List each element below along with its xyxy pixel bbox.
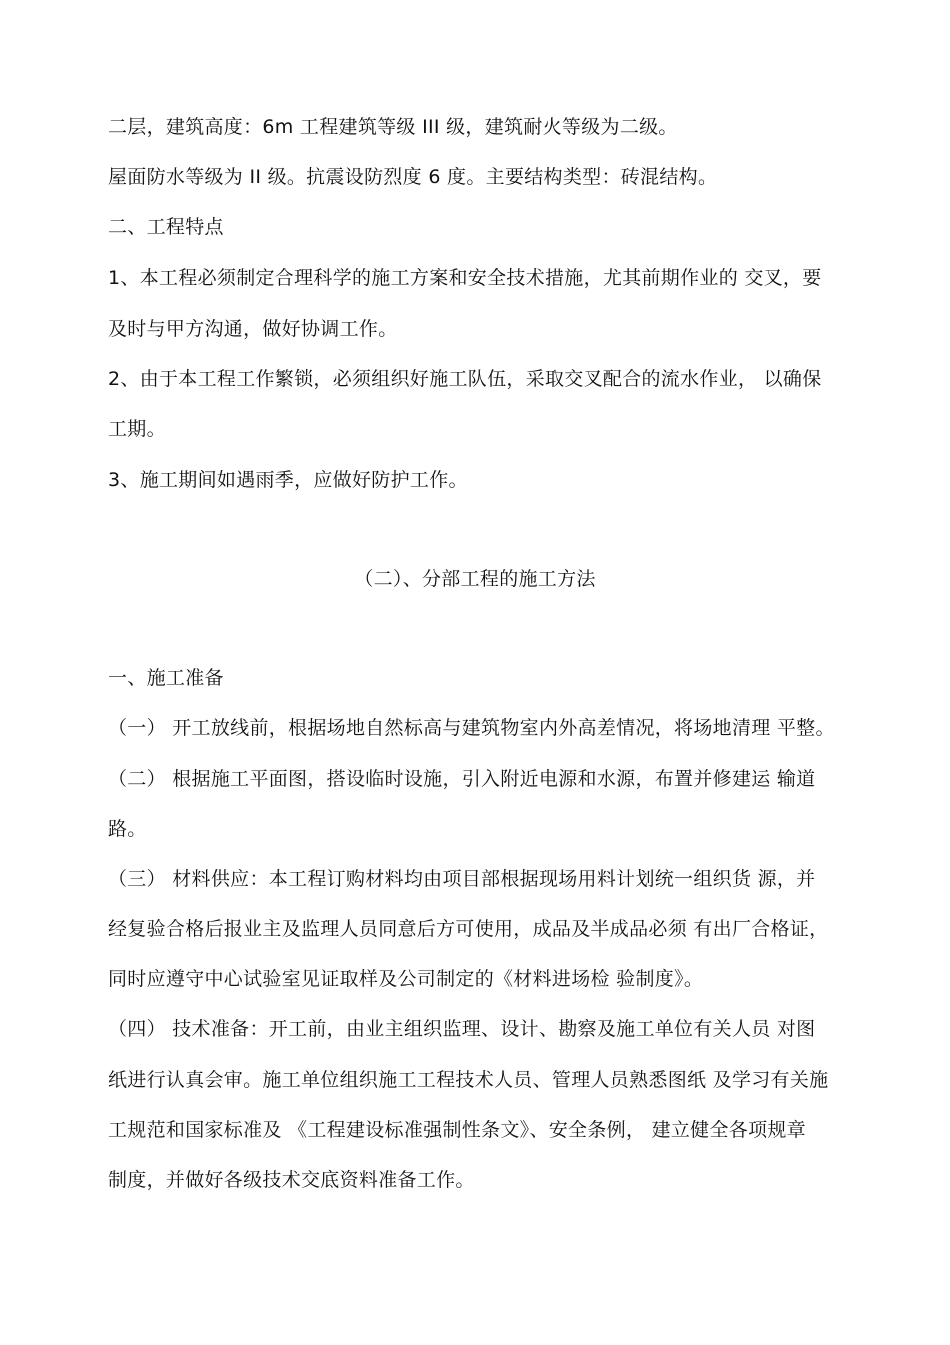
text-line: 2、由于本工程工作繁锁，必须组织好施工队伍，采取交叉配合的流水作业， 以确保 <box>108 368 822 390</box>
text-line: 制度，并做好各级技术交底资料准备工作。 <box>108 1169 475 1191</box>
section-heading: 二、工程特点 <box>108 216 224 238</box>
text-line: 同时应遵守中心试验室见证取样及公司制定的《材料进场检 验制度》。 <box>108 968 704 990</box>
text-line: 二层，建筑高度：6m 工程建筑等级 III 级，建筑耐火等级为二级。 <box>108 116 678 138</box>
text-line: 路。 <box>108 818 147 840</box>
section-heading: 一、施工准备 <box>108 667 224 689</box>
chapter-heading: （二）、分部工程的施工方法 <box>354 568 596 590</box>
text-line: 1、本工程必须制定合理科学的施工方案和安全技术措施，尤其前期作业的 交叉，要 <box>108 267 822 289</box>
text-line: （一） 开工放线前，根据场地自然标高与建筑物室内外高差情况，将场地清理 平整。 <box>108 717 835 739</box>
text-line: 纸进行认真会审。施工单位组织施工工程技术人员、管理人员熟悉图纸 及学习有关施 <box>108 1069 829 1091</box>
text-line: 工规范和国家标准及 《工程建设标准强制性条文》、安全条例， 建立健全各项规章 <box>108 1119 806 1141</box>
text-line: 工期。 <box>108 418 166 440</box>
text-line: 及时与甲方沟通，做好协调工作。 <box>108 318 398 340</box>
text-line: 经复验合格后报业主及监理人员同意后方可使用，成品及半成品必须 有出厂合格证， <box>108 918 829 940</box>
text-line: 3、施工期间如遇雨季，应做好防护工作。 <box>108 469 468 491</box>
text-line: （三） 材料供应：本工程订购材料均由项目部根据现场用料计划统一组织货 源，并 <box>108 868 816 890</box>
text-line: （二） 根据施工平面图，搭设临时设施，引入附近电源和水源，布置并修建运 输道 <box>108 768 816 790</box>
text-line: 屋面防水等级为 II 级。抗震设防烈度 6 度。主要结构类型：砖混结构。 <box>108 166 718 188</box>
text-line: （四） 技术准备：开工前，由业主组织监理、设计、勘察及施工单位有关人员 对图 <box>108 1018 816 1040</box>
